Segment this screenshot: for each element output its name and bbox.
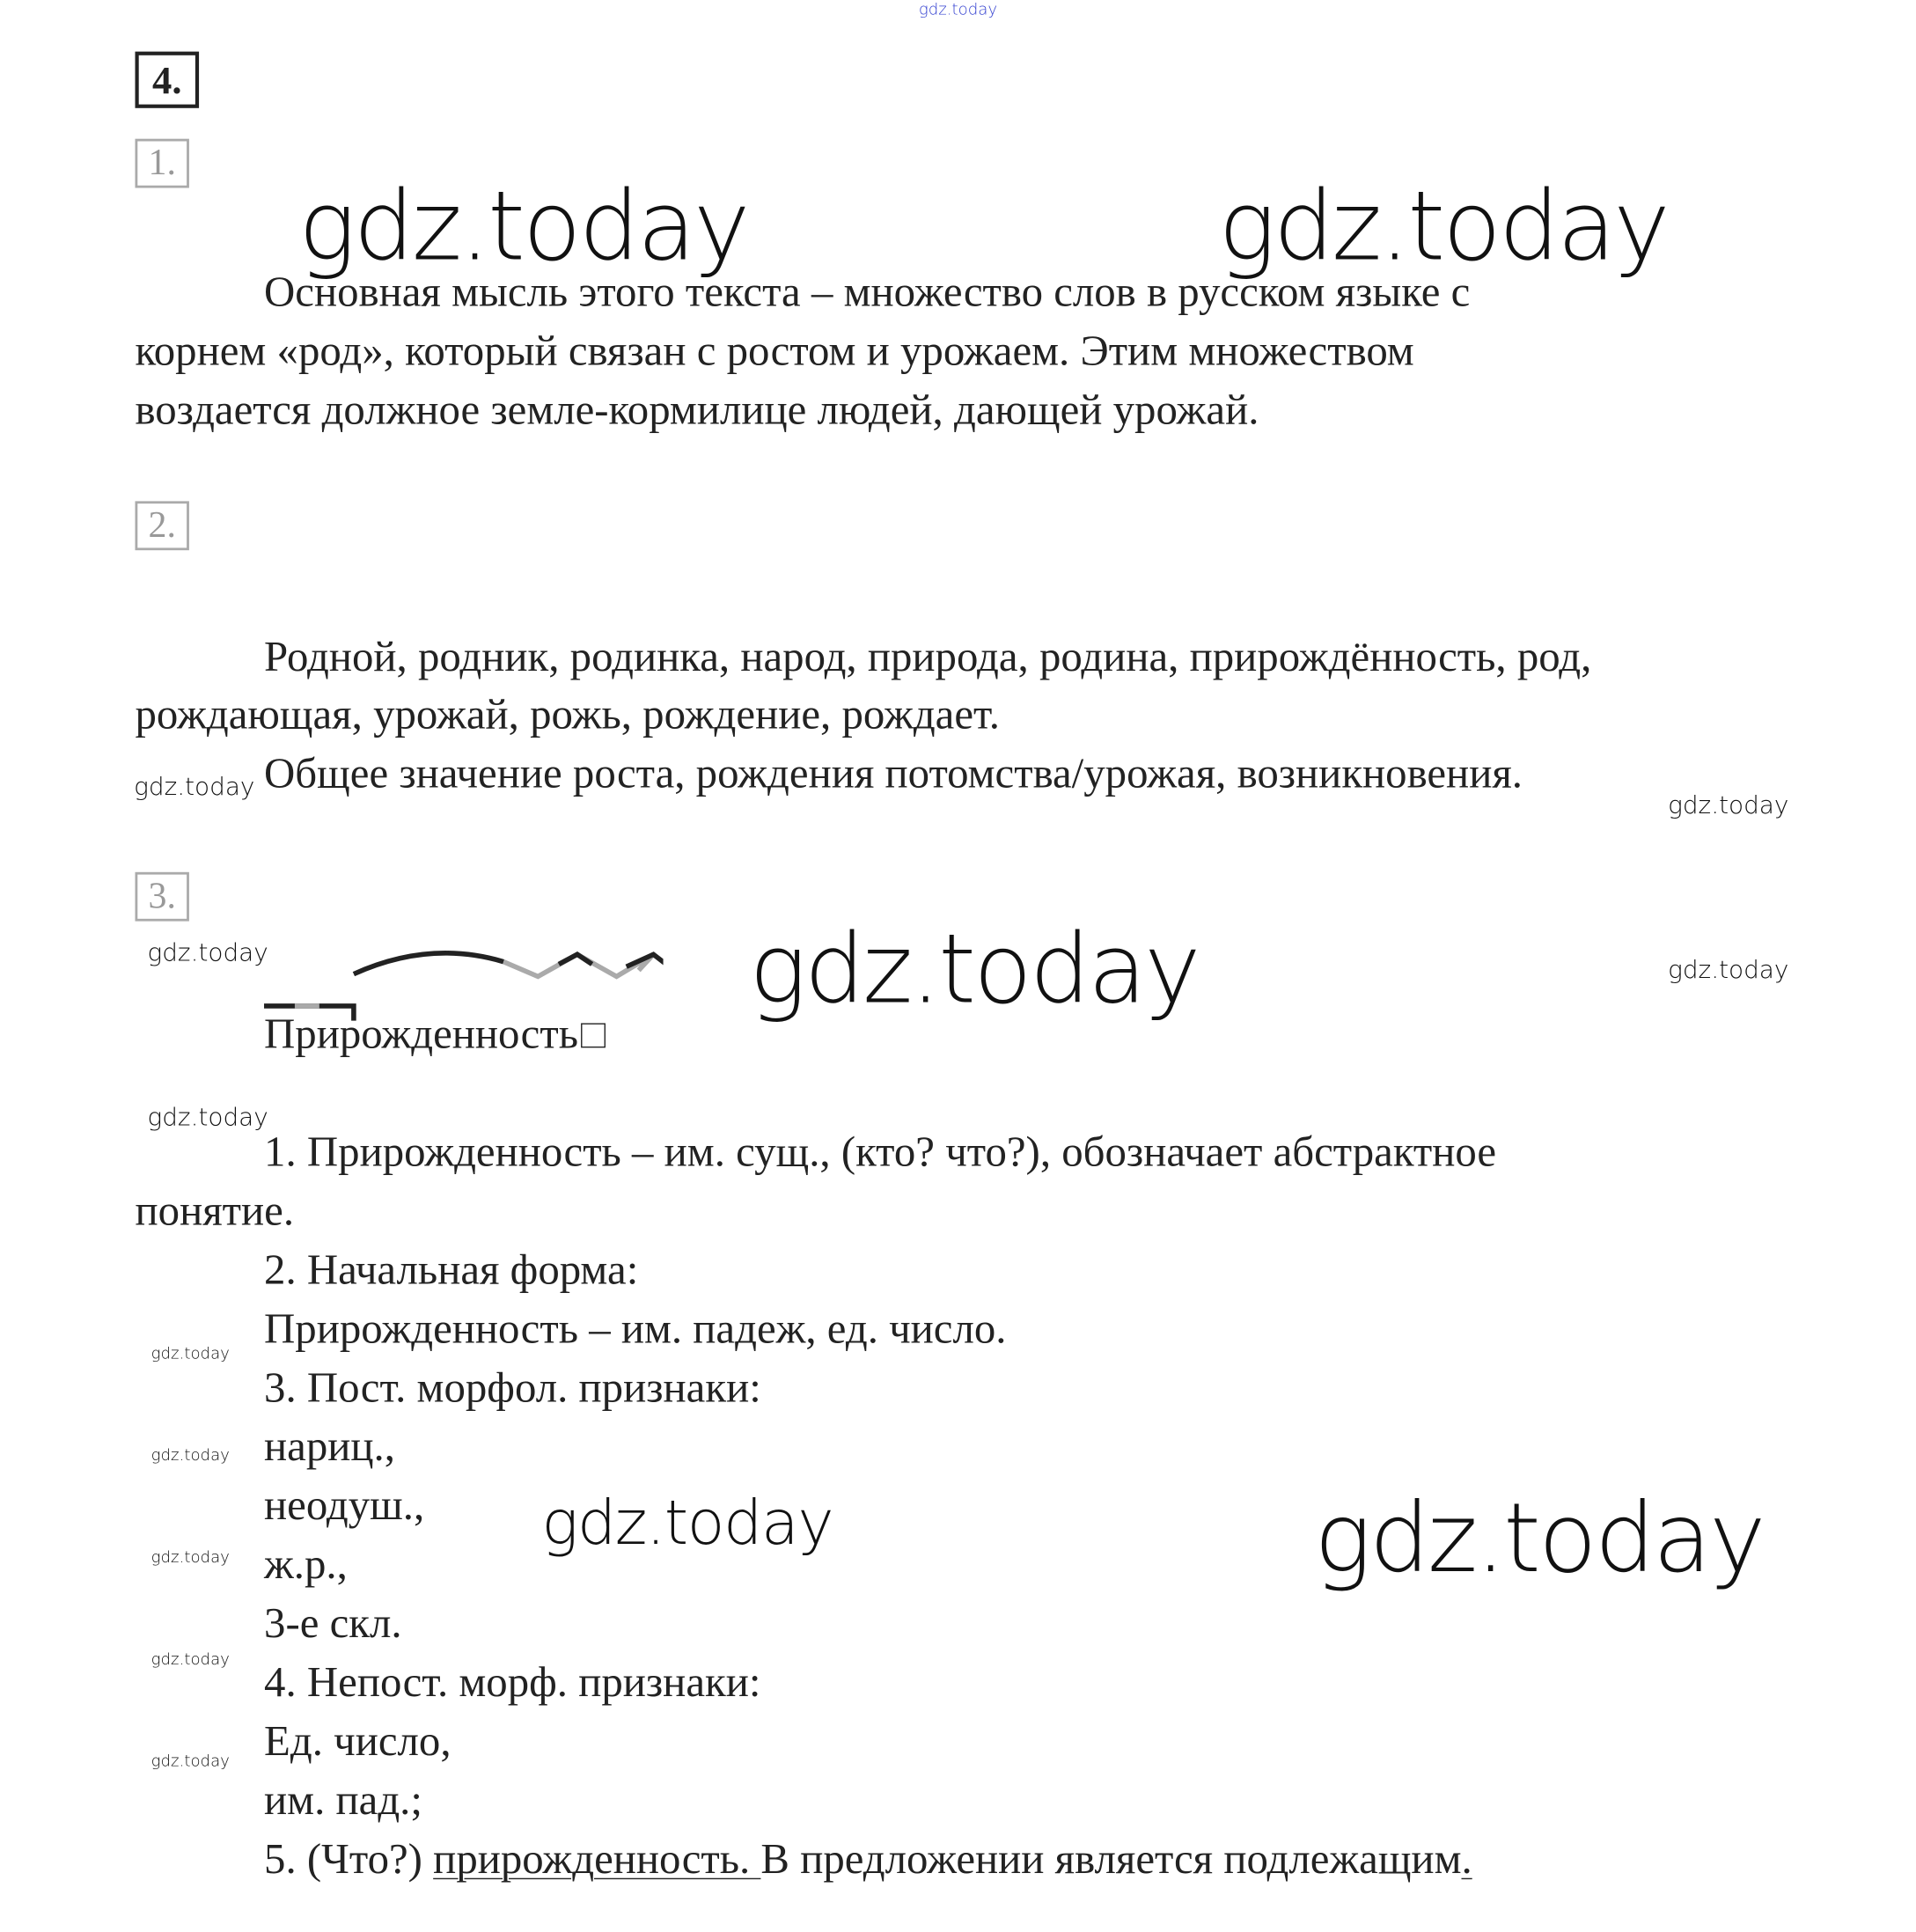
- text-line: им. пад.;: [264, 1775, 422, 1825]
- text-line-last: 5. (Что?) прирожденность. В предложении является подлежащим.: [264, 1834, 1472, 1884]
- watermark: gdz.today: [147, 1101, 268, 1132]
- text-line: 2. Начальная форма:: [264, 1245, 639, 1294]
- text-line: Родной, родник, родинка, народ, природа, родина, прирождённость, род,: [264, 632, 1592, 681]
- watermark: gdz.today: [1314, 1483, 1764, 1595]
- watermark: gdz.today: [147, 937, 268, 967]
- section-number-3: 3.: [136, 872, 189, 922]
- text-line: 3-е скл.: [264, 1598, 402, 1648]
- text-line: корнем «род», который связан с ростом и урожаем. Этим множеством: [135, 327, 1414, 375]
- text-line: Общее значение роста, рождения потомства/урожая, возникновения.: [264, 749, 1523, 797]
- text-line: рождающая, урожай, рожь, рождение, рождает.: [135, 690, 1000, 738]
- watermark: gdz.today: [150, 1446, 230, 1466]
- text-line: нариц.,: [264, 1421, 395, 1471]
- section-number-2: 2.: [136, 501, 189, 550]
- watermark: gdz.today: [1668, 954, 1789, 984]
- watermark: gdz.today: [150, 1752, 230, 1772]
- watermark: gdz.today: [1668, 790, 1789, 819]
- parsed-word: Прирожденность: [264, 1010, 606, 1059]
- watermark: gdz.today: [298, 172, 748, 283]
- text-line: воздается должное земле-кормилице людей, дающей урожай.: [135, 386, 1259, 434]
- watermark: gdz.today: [749, 915, 1199, 1026]
- watermark: gdz.today: [918, 1, 998, 20]
- text-line: Основная мысль этого текста – множество слов в русском языке с: [264, 268, 1471, 316]
- text-line: ж.р.,: [264, 1539, 348, 1589]
- task-number: 4.: [136, 52, 200, 108]
- watermark: gdz.today: [541, 1487, 833, 1559]
- text-line: Ед. число,: [264, 1716, 451, 1766]
- text-line: понятие.: [135, 1186, 295, 1235]
- text-line: 1. Прирожденность – им. сущ., (кто? что?), обозначает абстрактное: [264, 1128, 1497, 1176]
- watermark: gdz.today: [150, 1548, 230, 1568]
- text-line: 3. Пост. морфол. признаки:: [264, 1363, 761, 1412]
- root-arc-icon: [354, 953, 503, 974]
- watermark: gdz.today: [1218, 172, 1668, 283]
- watermark: gdz.today: [134, 771, 255, 801]
- watermark: gdz.today: [150, 1345, 230, 1364]
- text-line: неодуш.,: [264, 1480, 425, 1530]
- section-number-1: 1.: [136, 139, 189, 188]
- text-line: 4. Непост. морф. признаки:: [264, 1657, 761, 1707]
- text-line: Прирожденность – им. падеж, ед. число.: [264, 1304, 1007, 1353]
- watermark: gdz.today: [150, 1650, 230, 1670]
- ending-box-icon: [581, 1023, 606, 1047]
